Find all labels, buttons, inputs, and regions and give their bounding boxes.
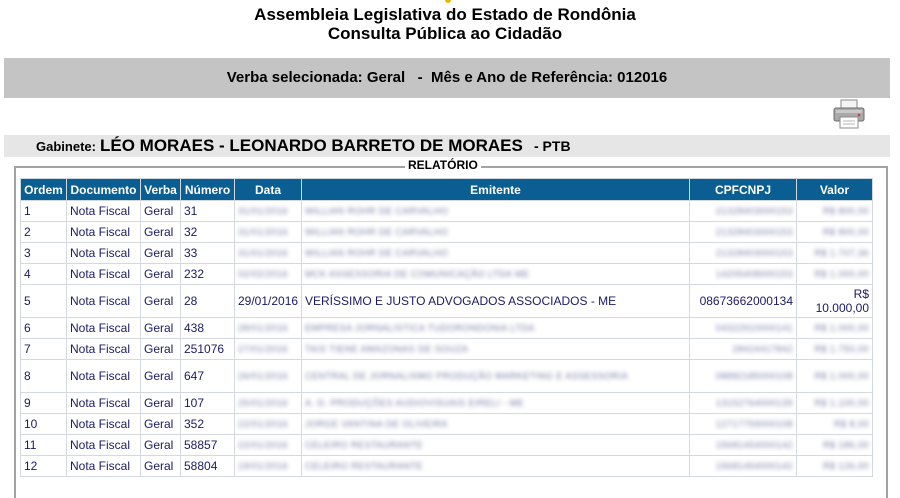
cell-emitente: TAIS TIENE AMAZONAS DE SOUZA [302, 339, 690, 360]
cell-ordem: 8 [21, 360, 67, 393]
cell-numero: 32 [181, 222, 235, 243]
cell-emitente: WILLIAN ROHR DE CARVALHO [302, 222, 690, 243]
cell-cpfcnpj: 04322910000141 [690, 318, 797, 339]
table-row [21, 318, 873, 339]
table-row [21, 222, 873, 243]
cell-cpfcnpj: 21328403000153 [690, 222, 797, 243]
gabinete-bar [4, 135, 890, 157]
col-header-verba[interactable]: Verba [141, 179, 181, 201]
cell-ordem: 7 [21, 339, 67, 360]
cell-numero: 58804 [181, 456, 235, 477]
cell-valor: R$ 1.000,00 [797, 264, 873, 285]
cell-documento: Nota Fiscal [67, 360, 141, 393]
cell-ordem: 4 [21, 264, 67, 285]
cell-cpfcnpj: 15681454000142 [690, 435, 797, 456]
col-header-ordem[interactable]: Ordem [21, 179, 67, 201]
cell-emitente: JORGE VANTINA DE OLIVEIRA [302, 414, 690, 435]
cell-verba: Geral [141, 360, 181, 393]
cell-data: 19/01/2016 [235, 456, 302, 477]
col-header-emitente[interactable]: Emitente [302, 179, 690, 201]
cell-cpfcnpj: 12717759000108 [690, 414, 797, 435]
cell-documento: Nota Fiscal [67, 243, 141, 264]
cell-documento: Nota Fiscal [67, 264, 141, 285]
cell-emitente: CENTRAL DE JORNALISMO PRODUÇÃO MARKETING E ASSESSORIA [302, 360, 690, 393]
cell-emitente: WILLIAN ROHR DE CARVALHO [302, 243, 690, 264]
cell-valor: R$ 186,00 [797, 435, 873, 456]
cell-cpfcnpj: 15681454000142 [690, 456, 797, 477]
cell-emitente: MCK ASSESSORIA DE COMUNICAÇÃO LTDA ME [302, 264, 690, 285]
cell-documento: Nota Fiscal [67, 414, 141, 435]
cell-verba: Geral [141, 318, 181, 339]
cell-ordem: 6 [21, 318, 67, 339]
cell-documento: Nota Fiscal [67, 339, 141, 360]
cell-verba: Geral [141, 201, 181, 222]
cell-verba: Geral [141, 285, 181, 318]
cell-ordem: 2 [21, 222, 67, 243]
table-row [21, 285, 873, 318]
cell-cpfcnpj: 14205408000153 [690, 264, 797, 285]
top-decoration [445, 0, 451, 3]
cell-numero: 28 [181, 285, 235, 318]
cell-valor: R$ 8,00 [797, 414, 873, 435]
cell-documento: Nota Fiscal [67, 318, 141, 339]
cell-numero: 33 [181, 243, 235, 264]
cell-ordem: 3 [21, 243, 67, 264]
cell-cpfcnpj: 08673662000134 [690, 285, 797, 318]
cell-documento: Nota Fiscal [67, 285, 141, 318]
cell-ordem: 10 [21, 414, 67, 435]
col-header-numero[interactable]: Número [181, 179, 235, 201]
cell-emitente: VERÍSSIMO E JUSTO ADVOGADOS ASSOCIADOS - ME [302, 285, 690, 318]
cell-ordem: 11 [21, 435, 67, 456]
cell-emitente: A. D. PRODUÇÕES AUDIOVISUAIS EIRELI - ME [302, 393, 690, 414]
cell-ordem: 5 [21, 285, 67, 318]
cell-valor: R$ 1.100,00 [797, 393, 873, 414]
cell-verba: Geral [141, 414, 181, 435]
cell-verba: Geral [141, 456, 181, 477]
gabinete-party: - PTB [534, 138, 571, 154]
cell-cpfcnpj: 21328403000153 [690, 201, 797, 222]
cell-valor: R$ 126,00 [797, 456, 873, 477]
cell-cpfcnpj: 08882185000108 [690, 360, 797, 393]
cell-cpfcnpj: 13152764000139 [690, 393, 797, 414]
cell-data: 31/01/2016 [235, 201, 302, 222]
cell-data: 28/01/2016 [235, 318, 302, 339]
cell-valor: R$ 10.000,00 [797, 285, 873, 318]
cell-verba: Geral [141, 264, 181, 285]
table-row [21, 456, 873, 477]
cell-verba: Geral [141, 339, 181, 360]
cell-verba: Geral [141, 243, 181, 264]
cell-numero: 107 [181, 393, 235, 414]
table-row [21, 360, 873, 393]
cell-valor: R$ 1.750,00 [797, 339, 873, 360]
cell-valor: R$ 1.707,36 [797, 243, 873, 264]
relatorio-table [20, 178, 873, 477]
table-row [21, 264, 873, 285]
cell-numero: 251076 [181, 339, 235, 360]
gabinete-name: LÉO MORAES - LEONARDO BARRETO DE MORAES [100, 136, 523, 155]
cell-data: 31/01/2016 [235, 222, 302, 243]
col-header-documento[interactable]: Documento [67, 179, 141, 201]
cell-numero: 438 [181, 318, 235, 339]
print-button[interactable] [833, 99, 865, 129]
cell-verba: Geral [141, 393, 181, 414]
cell-emitente: CELEIRO RESTAURANTE [302, 435, 690, 456]
cell-documento: Nota Fiscal [67, 201, 141, 222]
cell-data: 29/01/2016 [235, 285, 302, 318]
cell-cpfcnpj: 28424417842 [690, 339, 797, 360]
cell-emitente: EMPRESA JORNALISTICA TUDORONDONIA LTDA [302, 318, 690, 339]
relatorio-legend: RELATÓRIO [405, 157, 481, 173]
cell-numero: 647 [181, 360, 235, 393]
cell-data: 31/01/2016 [235, 243, 302, 264]
cell-data: 25/01/2016 [235, 393, 302, 414]
printer-icon [833, 99, 865, 129]
cell-verba: Geral [141, 435, 181, 456]
col-header-data[interactable]: Data [235, 179, 302, 201]
cell-data: 26/01/2016 [235, 360, 302, 393]
cell-valor: R$ 800,00 [797, 201, 873, 222]
table-row [21, 414, 873, 435]
col-header-cpfcnpj[interactable]: CPFCNPJ [690, 179, 797, 201]
cell-data: 27/01/2016 [235, 339, 302, 360]
verba-reference-bar: Verba selecionada: Geral - Mês e Ano de Referência: 012016 [4, 58, 890, 98]
cell-documento: Nota Fiscal [67, 393, 141, 414]
page-subtitle: Consulta Pública ao Cidadão [327, 24, 563, 43]
cell-documento: Nota Fiscal [67, 222, 141, 243]
table-row [21, 339, 873, 360]
table-row [21, 201, 873, 222]
cell-numero: 31 [181, 201, 235, 222]
cell-cpfcnpj: 21328403000153 [690, 243, 797, 264]
table-row [21, 243, 873, 264]
cell-data: 02/02/2016 [235, 264, 302, 285]
cell-documento: Nota Fiscal [67, 456, 141, 477]
cell-data: 22/01/2016 [235, 414, 302, 435]
cell-emitente: CELEIRO RESTAURANTE [302, 456, 690, 477]
cell-numero: 232 [181, 264, 235, 285]
table-row [21, 435, 873, 456]
cell-documento: Nota Fiscal [67, 435, 141, 456]
cell-valor: R$ 800,00 [797, 222, 873, 243]
cell-data: 22/01/2016 [235, 435, 302, 456]
cell-numero: 58857 [181, 435, 235, 456]
page-title: Assembleia Legislativa do Estado de Rondônia [254, 5, 636, 24]
cell-valor: R$ 1.000,00 [797, 318, 873, 339]
cell-verba: Geral [141, 222, 181, 243]
cell-numero: 352 [181, 414, 235, 435]
table-row [21, 393, 873, 414]
cell-ordem: 9 [21, 393, 67, 414]
cell-ordem: 1 [21, 201, 67, 222]
table-header-row [21, 179, 873, 201]
cell-ordem: 12 [21, 456, 67, 477]
cell-emitente: WILLIAN ROHR DE CARVALHO [302, 201, 690, 222]
col-header-valor[interactable]: Valor [797, 179, 873, 201]
cell-valor: R$ 1.000,00 [797, 360, 873, 393]
gabinete-label: Gabinete: [36, 139, 96, 154]
